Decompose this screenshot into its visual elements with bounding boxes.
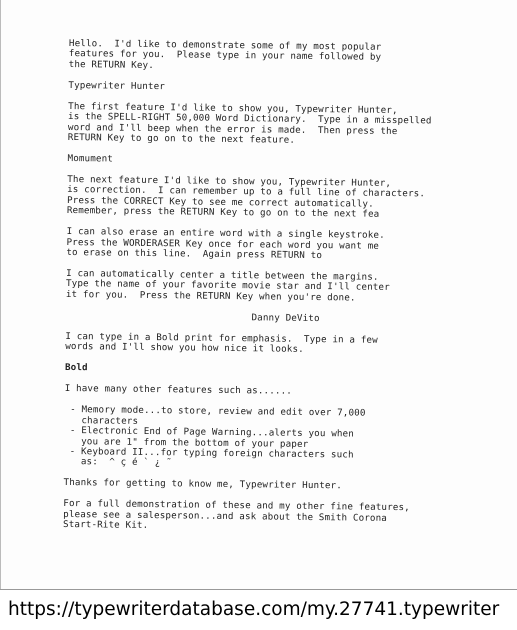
centering-paragraph: I can automatically center a title between the margins. Type the name of your favorite movie star and I'll center it for you. Press the RETURN Key when you're done. [65,268,390,304]
word-eraser-paragraph: I can also erase an entire word with a single keystroke. Press the WORDERASER Key once for each word you want me to erase on this line. Again press RETURN to [66,226,385,262]
list-item: - Electronic End of Page Warning...alerts you when you are 1" from the bottom of your paper [64,425,355,450]
typed-text [63,39,509,546]
list-item: - Memory mode...to store, review and edit over 7,000 characters [64,404,366,427]
bold-print-paragraph: I can type in a Bold print for emphasis. Type in a few words and I'll show you how nice it looks. [65,330,378,356]
intro-paragraph: Hello. I'd like to demonstrate some of my most popular features for you. Please type in your name followed by the RETURN Key. [68,38,382,71]
typed-name: Typewriter Hunter [68,79,166,92]
source-url: https://typewriterdatabase.com/my.27741.typewriter [8,599,500,620]
misspelled-word: Momument [67,153,114,165]
features-list [64,405,505,473]
closing-paragraph: For a full demonstration of these and my other fine features, please see a salesperson...and ask about the Smith Corona Start-Rite Kit. [62,498,410,532]
spell-right-paragraph: The first feature I'd like to show you, Typewriter Hunter, is the SPELL-RIGHT 50,000 Word Dictionary. Type in a misspelled word and I'll beep when the error is made. Then press the RETURN Key to go on to the next feature. [67,100,432,146]
features-intro: I have many other features such as...... [64,383,293,398]
thanks-line: Thanks for getting to know me, Typewriter Hunter. [63,477,343,492]
list-item: - Keyboard II...for typing foreign characters such as: ^ ç é ` ¿ ˜ [63,445,354,469]
bold-sample: Bold [64,362,88,374]
correction-paragraph: The next feature I'd like to show you, Typewriter Hunter, is correction. I can remember up to a full line of characters. Press the CORRECT Key to see me correct automatically. Remember, press the RETURN Key to go on to the next fea [66,174,426,221]
centered-title: Danny DeVito [251,312,320,324]
